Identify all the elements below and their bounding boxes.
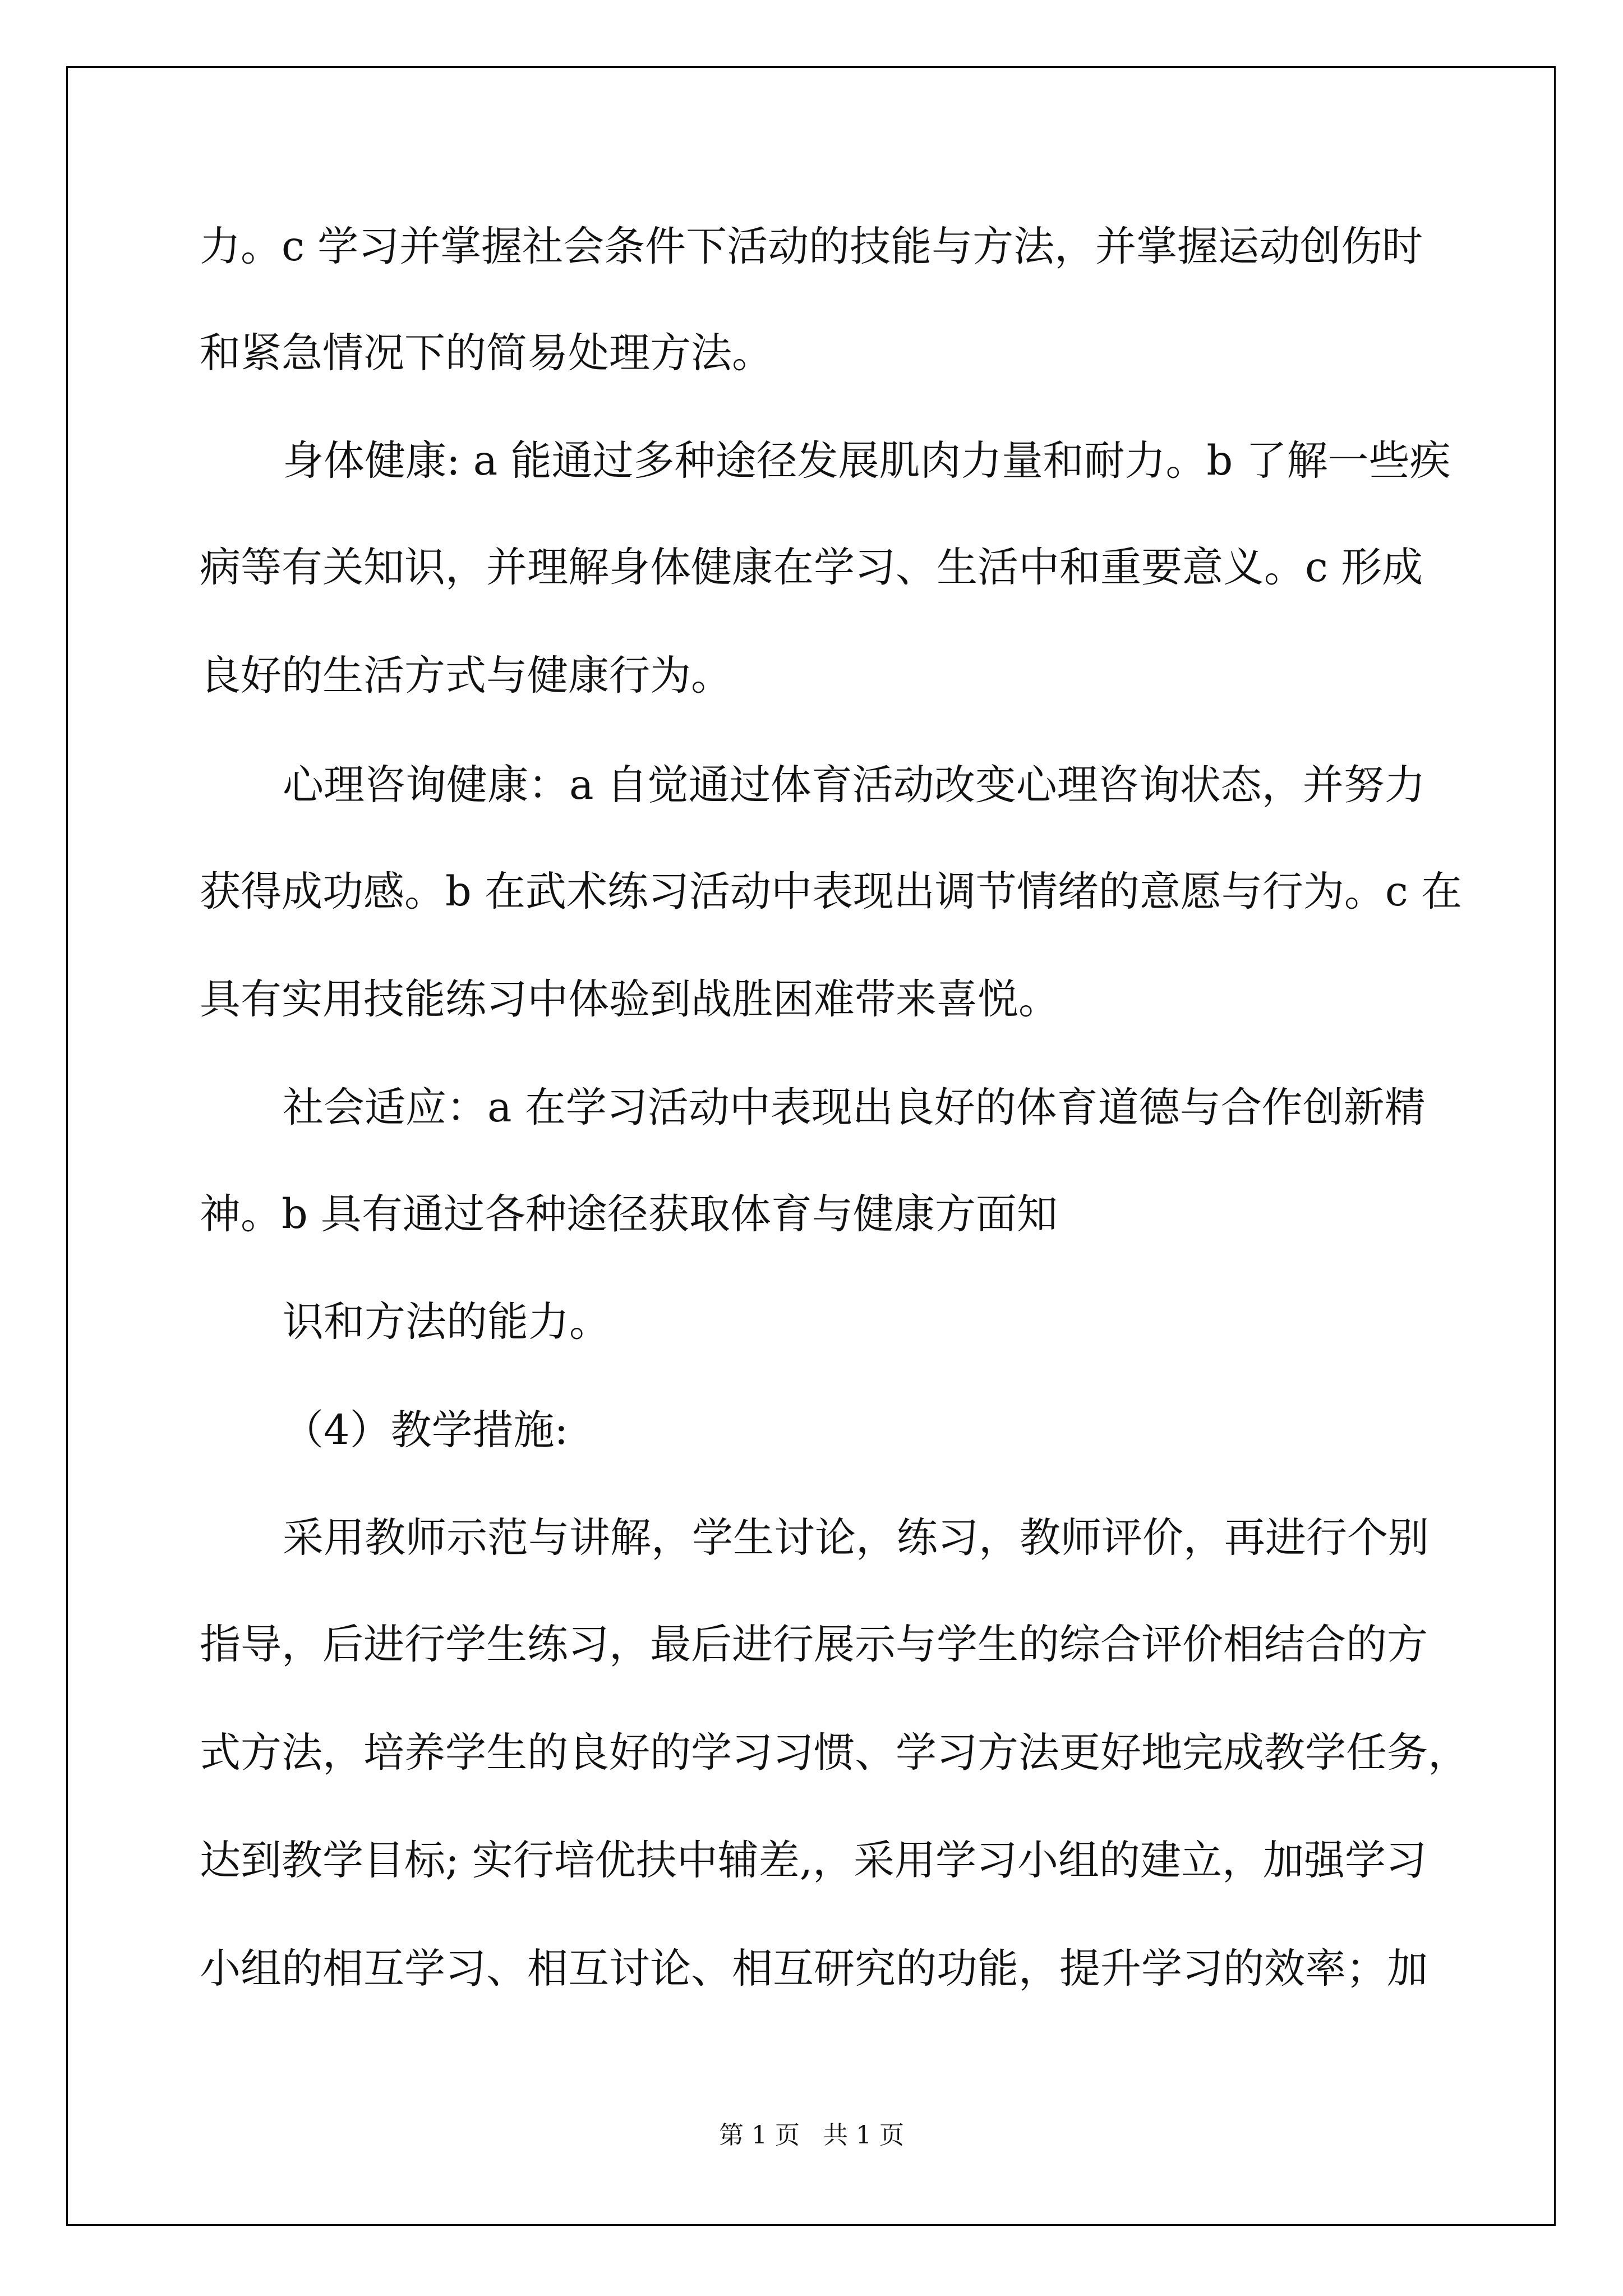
section-heading: （4）教学措施: bbox=[283, 1406, 569, 1454]
text-line-15: 式方法，培养学生的良好的学习习惯、学习方法更好地完成教学任务， bbox=[200, 1729, 1469, 1777]
text-line-9: 社会适应：a 在学习活动中表现出良好的体育道德与合作创新精 bbox=[283, 1084, 1426, 1131]
page-border bbox=[66, 66, 1556, 2226]
text-line-17: 小组的相互学习、相互讨论、相互研究的功能，提升学习的效率；加 bbox=[200, 1945, 1428, 1993]
text-line-11: 识和方法的能力。 bbox=[283, 1298, 610, 1346]
text-line-13: 采用教师示范与讲解，学生讨论，练习，教师评价，再进行个别 bbox=[283, 1514, 1429, 1562]
text-line-16: 达到教学目标; 实行培优扶中辅差,，采用学习小组的建立，加强学习 bbox=[200, 1837, 1427, 1884]
text-line-2: 和紧急情况下的简易处理方法。 bbox=[200, 329, 773, 377]
text-line-10: 神。b 具有通过各种途径获取体育与健康方面知 bbox=[200, 1190, 1058, 1238]
text-line-4: 病等有关知识，并理解身体健康在学习、生活中和重要意义。c 形成 bbox=[200, 544, 1423, 591]
text-line-14: 指导，后进行学生练习，最后进行展示与学生的综合评价相结合的方 bbox=[200, 1621, 1428, 1668]
text-line-8: 具有实用技能练习中体验到战胜困难带来喜悦。 bbox=[200, 976, 1059, 1023]
page-number-footer: 第 1 页 共 1 页 bbox=[719, 2121, 904, 2150]
text-line-3: 身体健康: a 能通过多种途径发展肌肉力量和耐力。b 了解一些疾 bbox=[283, 437, 1451, 485]
text-line-1: 力。c 学习并掌握社会条件下活动的技能与方法，并掌握运动创伤时 bbox=[200, 223, 1423, 270]
text-line-7: 获得成功感。b 在武术练习活动中表现出调节情绪的意愿与行为。c 在 bbox=[200, 868, 1463, 915]
text-line-5: 良好的生活方式与健康行为。 bbox=[200, 652, 732, 700]
text-line-6: 心理咨询健康：a 自觉通过体育活动改变心理咨询状态，并努力 bbox=[283, 761, 1426, 809]
